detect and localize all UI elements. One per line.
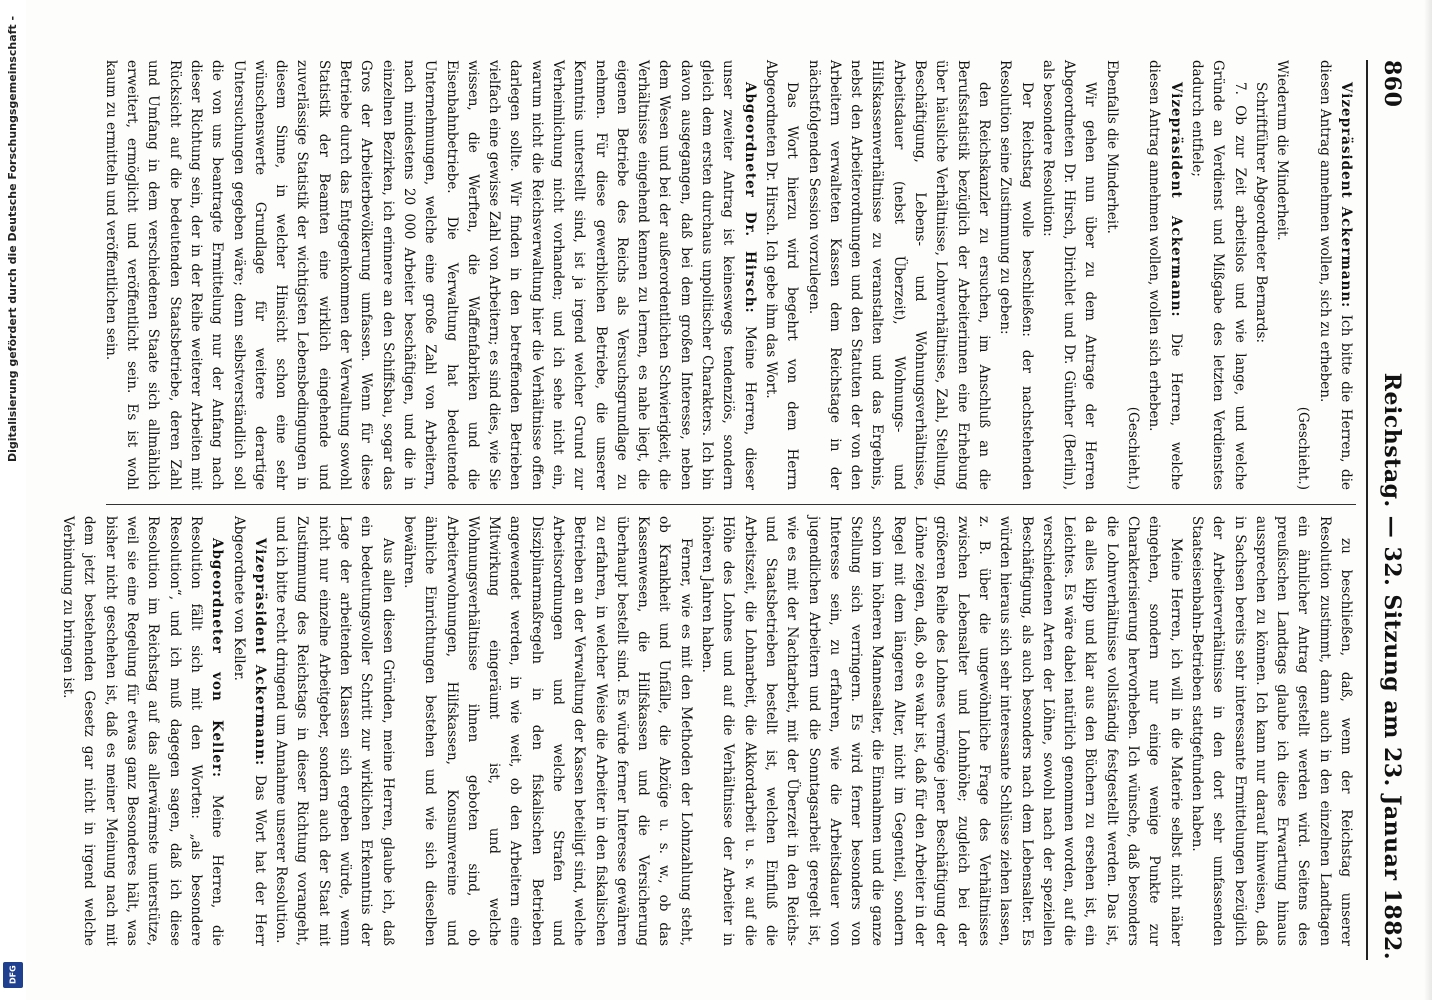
paragraph-text: Das Wort hierzu wird begehrt von dem Herrn Abgeordneten Dr. Hirsch. Ich gebe ihm das Wort. xyxy=(762,60,801,490)
paragraph-text: zu beschließen, daß, wenn der Reichstag unserer Resolution zustimmt, dann auch in den einzelnen Landtagen ein ähnlicher Antrag gestellt werden wird. Seitens des preußischen Landtags glaube ich diese Erwartung hinaus aussprechen zu können. Ich kann nur darauf hinweisen, daß in Sachsen bereits sehr interessante Ermittelungen bezüglich der Arbeiterverhältnisse in den dort sehr umfassenden Staatseisenbahn-Betrieben stattgefunden haben. xyxy=(1188,516,1354,946)
paragraph xyxy=(1186,516,1356,946)
speaker-name: Vizepräsident Ackermann: xyxy=(1167,82,1184,318)
paragraph xyxy=(1271,60,1292,490)
speaker-name: Vizepräsident Ackermann: xyxy=(1338,82,1354,309)
page-edge xyxy=(1424,0,1432,1000)
speaker-name: Abgeordneter von Keller: xyxy=(209,538,226,779)
column-divider xyxy=(106,504,1356,505)
paragraph xyxy=(57,516,227,946)
paragraph-text: Aus allen diesen Gründen, meine Herren, glaube ich, daß ein bedeutungsvoller Schritt zur wirklichen Erkenntnis der Lage der arbeitenden Klassen sich ergeben würde, wenn nicht nur einzelne Arbeitgeber, sondern auch der Staat mit Zustimmung des Reichstags in dieser Richtung vorangeht, und ich bitte recht dringend um Annahme unserer Resolution. xyxy=(273,516,396,946)
paragraph xyxy=(1250,60,1271,490)
paragraph-text: Der Reichstag wolle beschließen: der nachstehenden Resolution seine Zustimmung zu geben: xyxy=(997,60,1035,490)
paragraph xyxy=(1122,60,1143,490)
paragraph xyxy=(760,60,803,490)
paragraph-text: (Geschieht.) xyxy=(1295,406,1312,490)
paragraph xyxy=(1292,60,1313,490)
speaker-name: Vizepräsident Ackermann: xyxy=(251,538,268,767)
paragraph xyxy=(99,60,759,490)
paragraph xyxy=(1313,60,1356,490)
left-column xyxy=(96,60,1356,490)
paragraph-text: Schriftführer Abgeordneter Bernards: xyxy=(1252,82,1269,344)
paragraph xyxy=(1186,60,1250,490)
digitization-stamp xyxy=(0,0,26,1000)
paragraph-text: Meine Herren, die Resolution fällt sich mit den Worten: „als besondere Resolution“, und ich muß dagegen sagen, daß ich diese Resolution im Reichstag auf das allerwärmste unterstütze, weil sie eine Regelung für etwas ganz Besonderes hält, was bisher nicht geschehen ist, daß es meiner Meinung nach mit dem jetzt bestehenden Gesetz gar nicht in irgend welche Verbindung zu bringen ist. xyxy=(60,516,226,946)
paragraph-text: Wiederum die Minderheit. xyxy=(1274,60,1291,241)
page-title: Reichstag. — 32. Sitzung am 23. Januar 1882. xyxy=(1379,372,1405,960)
paragraph xyxy=(227,516,270,946)
page-number: 860 xyxy=(1379,60,1405,108)
paragraph xyxy=(1037,60,1101,490)
paragraph xyxy=(398,516,696,946)
rotated-page-content xyxy=(60,60,1412,960)
paragraph-text: (Geschieht.) xyxy=(1125,406,1142,490)
paragraph xyxy=(802,60,994,490)
paragraph xyxy=(1100,60,1121,490)
header-rule xyxy=(1366,60,1368,960)
paragraph-text: Ferner, wie es mit den Methoden der Lohnzahlung steht, ob Krankheit und Unfälle, die Abzüge u. s. w., ob das Kassenwesen, die Hilfskassen und die Versicherung überhaupt bestellt sind. Es würde ferner Interesse gewähren zu erfahren, in welcher Weise die Arbeiter in den fiskalischen Betrieben an der Verwaltung der Kassen beteiligt sind, welche Arbeitsordnungen und welche Strafen und Disziplinarmaßregeln in den fiskalischen Betrieben angewendet werden, in wie weit, ob den Arbeitern eine Mitwirkung eingeräumt ist, und welche Wohnungsverhältnisse ihnen geboten sind, ob Arbeiterwohnungen, Hilfskassen, Konsumvereine und ähnliche Einrichtungen bestehen und wie sich dieselben bewähren. xyxy=(400,516,694,946)
paragraph-text: Die Herren, welche diesen Antrag annehmen wollen, wollen sich erheben. xyxy=(1146,60,1184,491)
paragraph-text: Das Wort hat der Herr Abgeordnete von Keller. xyxy=(230,516,268,947)
stamp-text: Digitalisierung gefördert durch die Deutsche Forschungsgemeinschaft - xyxy=(6,16,19,463)
paragraph xyxy=(994,60,1037,490)
paragraph-text: Meine Herren, ich will in die Materie selbst nicht näher eingehen, sondern nur einige wenige Punkte zur Charakterisierung hervorheben. Ich wünsche, daß besonders die Lohnverhältnisse vollständig festgestellt werden. Das ist, da alles klipp und klar aus den Büchern zu ersehen ist, ein Leichtes. Es wäre dabei natürlich genommen worden, auf die verschiedenen Arten der Löhne, sowohl nach der speziellen Beschäftigung, als auch besonders nach dem Lebensalter. Es würden hieraus sich sehr interessante Schlüsse ziehen lassen, z. B. über die ungewöhnliche Frage des Verhältnisses zwischen Lebensalter und Lohnhöhe; zugleich bei der größeren Reihe des Lohnes vermöge jener Beschäftigung der Löhne zeigen, daß, ob es wahr ist, daß für den Arbeiter in der Regel mit dem längeren Alter, nicht im Gegenteil, sondern schon im höheren Mannesalter, die Einnahmen und die ganze Stellung sich verringern. Es wird ferner besonders von Interesse sein, zu erfahren, wie die Arbeitsdauer von jugendlichen Arbeitern und die Sonntagsarbeit geregelt ist, wie es mit der Nachtarbeit, mit der Überzeit in den Reichs- und Staatsbetrieben bestellt ist, welchen Einfluß die Arbeitszeit, die Lohnarbeit, die Akkordarbeit u. s. w. auf die Höhe des Lohnes und auf die Verhältnisse der Arbeiter in höheren Jahren haben. xyxy=(699,516,1184,946)
page-header xyxy=(1372,60,1412,960)
paragraph xyxy=(1143,60,1186,490)
paragraph xyxy=(696,516,1186,946)
dfg-logo: DFG xyxy=(3,962,23,988)
paragraph-text: Ich bitte die Herren, die diesen Antrag annehmen wollen, sich zu erheben. xyxy=(1316,60,1354,490)
paragraph-text: 7. Ob zur Zeit arbeitslos und wie lange, und welche Gründe an Verdienst und Mißgabe des letzten Verdienstes dadurch entfiele; xyxy=(1188,60,1248,490)
paragraph-text: Meine Herren, dieser unser zweiter Antrag ist keineswegs tendenziös, sondern gleich dem ersten durchaus unpolitischer Charakters. Ich bin davon ausgegangen, daß bei dem großen Interesse, neben dem Wesen und bei der außerordentlichen Schwierigkeit, die Verhältnisse eingehend kennen zu lernen, es nahe liegt, die eigenen Betriebe des Reichs als Versuchsgrundlage zu nehmen. Für diese gewerblichen Betriebe, die unserer Kenntnis unterstellt sind, ist ja irgend welcher Grund zur Verheimlichung nicht vorhanden; und ich sehe nicht ein, warum nicht die Reichsverwaltung hier die Verhältnisse offen darlegen sollte. Wir finden in den betreffenden Betrieben vielfach eine gewisse Zahl von Arbeitern; es sind dies, wie Sie wissen, die Werften, die Waffenfabriken und die Eisenbahnbetriebe. Die Verwaltung hat bedeutende Unternehmungen, welche eine große Zahl von Arbeitern, nach mindestens 20 000 Arbeiter beschäftigen, und die in einzelnen Bezirken, ich erinnere an den Schiffsbau, sogar das Gros der Arbeiterbevölkerung umfassen. Wenn für diese Betriebe durch das Entgegenkommen der Verwaltung sowohl Statistik der Beamten eine wirklich eingehende und zuverlässige Statistik der wichtigsten Lebensbedingungen in diesem Sinne, in welcher Hinsicht schon eine sehr wünschenswerte Grundlage für weitere derartige Untersuchungen gegeben wäre; denn selbstverständlich soll die von uns beantragte Ermittelung nur der Anfang nach dieser Richtung sein, der in der Reihe weiterer Arbeiten mit Rücksicht auf die bedeutenden Staatsbetriebe, deren Zahl und Umfang in dem verschiedenen Staate sich allmählich erweitert, ermöglicht und veröffentlicht sein. Es ist wohl kaum zu ermitteln und veröffentlichen sein. xyxy=(102,60,758,490)
speaker-name: Abgeordneter Dr. Hirsch: xyxy=(741,82,758,314)
right-column xyxy=(60,516,1356,947)
paragraph-text: den Reichskanzler zu ersuchen, im Anschluß an die Berufsstatistik bezüglich der Arbeiterinnen eine Erhebung über häusliche Verhältnisse, Lohnverhältnisse, Zahl, Stellung, Beschäftigung, Lebens- und Wohnungsverhältnisse, Arbeitsdauer (nebst Überzeit), Wohnungs- und Hilfskassenverhältnisse zu veranstalten und das Ergebnis, nebst den Arbeiterordnungen und den Statuten der von den Arbeitern verwalteten Kassen dem Reichstage in der nächstfolgenden Session vorzulegen. xyxy=(805,60,992,490)
paragraph-text: Ebenfalls die Minderheit. xyxy=(1103,60,1120,234)
paragraph xyxy=(270,516,398,946)
paragraph-text: Wir gehen nun über zu dem Antrage der Herren Abgeordneten Dr. Hirsch, Dirichlet und Dr. Günther (Berlin), als besondere Resolution: xyxy=(1039,60,1099,490)
